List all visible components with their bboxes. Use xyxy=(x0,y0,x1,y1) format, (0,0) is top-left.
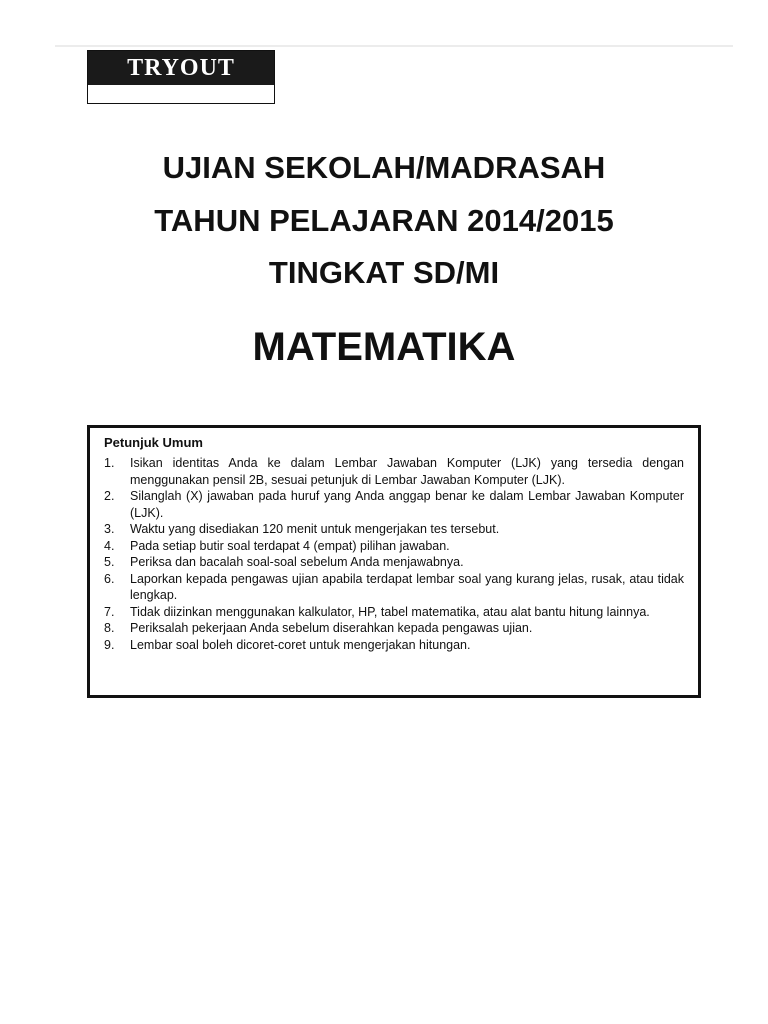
instruction-number: 6. xyxy=(104,571,115,586)
instruction-item xyxy=(104,554,684,571)
tryout-badge xyxy=(87,50,275,104)
academic-year: TAHUN PELAJARAN 2014/2015 xyxy=(154,203,614,238)
instruction-item xyxy=(104,604,684,621)
instruction-number: 3. xyxy=(104,522,115,536)
instruction-text: Tidak diizinkan menggunakan kalkulator, HP, tabel matematika, atau alat bantu hitung lainnya. xyxy=(130,604,650,619)
instruction-text: Silanglah (X) jawaban pada huruf yang Anda anggap benar ke dalam Lembar Jawaban Komputer (LJK). xyxy=(130,489,684,520)
instruction-item xyxy=(104,488,684,521)
instructions-list xyxy=(104,455,684,653)
instruction-item xyxy=(104,637,684,654)
instruction-item xyxy=(104,521,684,538)
instruction-item xyxy=(104,620,684,637)
instruction-number: 1. xyxy=(104,456,115,470)
instruction-text: Periksalah pekerjaan Anda sebelum diserahkan kepada pengawas ujian. xyxy=(130,621,533,635)
top-divider xyxy=(55,45,733,47)
instruction-text: Laporkan kepada pengawas ujian apabila terdapat lembar soal yang kurang jelas, rusak, atau tidak lengkap. xyxy=(130,571,684,602)
exam-title: UJIAN SEKOLAH/MADRASAH xyxy=(162,150,606,185)
instruction-number: 4. xyxy=(104,538,115,553)
general-instructions-box xyxy=(87,425,701,698)
instruction-number: 2. xyxy=(104,489,115,503)
school-level: TINGKAT SD/MI xyxy=(268,255,500,290)
instruction-number: 8. xyxy=(104,621,115,635)
instruction-item xyxy=(104,538,684,555)
instruction-text: Waktu yang disediakan 120 menit untuk mengerjakan tes tersebut. xyxy=(130,522,500,536)
instruction-number: 5. xyxy=(104,555,115,569)
instruction-item xyxy=(104,455,684,488)
instruction-item xyxy=(104,571,684,604)
tryout-badge-banner xyxy=(88,51,274,85)
tryout-badge-label: TRYOUT xyxy=(127,54,235,81)
instruction-text: Periksa dan bacalah soal-soal sebelum Anda menjawabnya. xyxy=(130,555,464,569)
instruction-number: 7. xyxy=(104,604,115,619)
instruction-text: Isikan identitas Anda ke dalam Lembar Jawaban Komputer (LJK) yang tersedia dengan menggunakan pensil 2B, sesuai petunjuk di Lembar Jawaban Komputer (LJK). xyxy=(130,456,684,487)
instruction-text: Pada setiap butir soal terdapat 4 (empat) pilihan jawaban. xyxy=(130,538,450,553)
instruction-number: 9. xyxy=(104,637,115,652)
instruction-text: Lembar soal boleh dicoret-coret untuk mengerjakan hitungan. xyxy=(130,637,471,652)
instructions-title: Petunjuk Umum xyxy=(104,435,203,450)
subject-title: MATEMATIKA xyxy=(252,325,516,369)
